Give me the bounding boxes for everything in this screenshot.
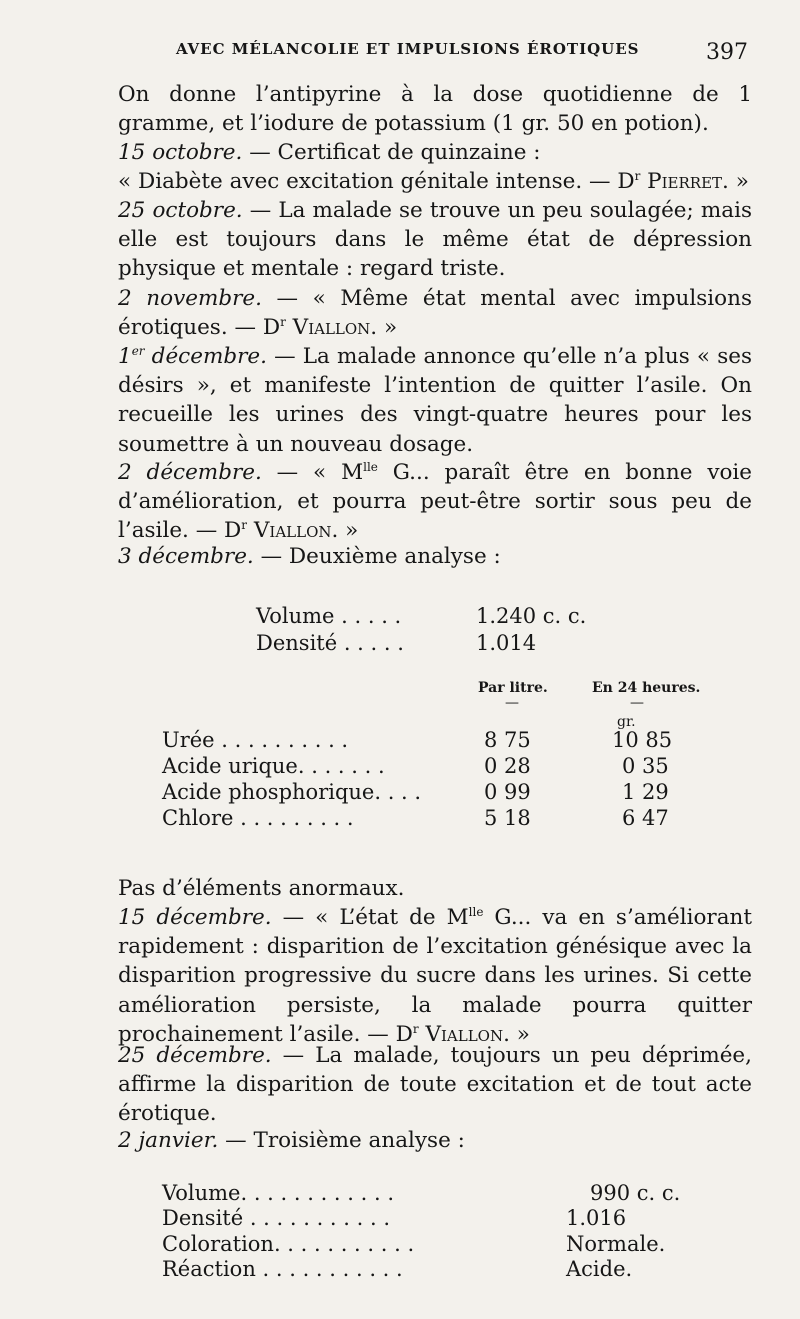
- text: G... paraît être en bonne voie d’amélioration, et pourra peut-être sortir sous peu de l’asile. — D: [118, 460, 753, 544]
- doctor-name: Viallon.: [418, 1021, 510, 1047]
- text: — La malade, toujours un peu déprimée, affirme la disparition de toute excitation et de tout acte érotique.: [118, 1043, 752, 1127]
- text: — La malade annonce qu’elle n’a plus « ses désirs », et manifeste l’intention de quitter l’asile. On recueille les urines des vingt-quatre heures pour les soumettre à un nouveau dosage.: [118, 344, 752, 457]
- date: 15 octobre.: [118, 140, 243, 165]
- unit-grams: gr.: [617, 714, 636, 730]
- superscript: r: [280, 315, 286, 330]
- row-per-litre: 0 28: [484, 754, 531, 778]
- text: »: [509, 1021, 530, 1047]
- analysis2-volume-label: Volume . . . . .: [256, 604, 402, 628]
- row-per-24h: 6 47: [622, 806, 669, 830]
- text: »: [728, 169, 749, 194]
- text: « Diabète avec excitation génitale intense. — D: [118, 169, 635, 194]
- paragraph-12: [118, 1126, 752, 1155]
- date: 3 décembre.: [118, 544, 254, 569]
- text: — Certificat de quinzaine :: [242, 140, 541, 165]
- row-label: Acide phosphorique. . . .: [162, 780, 422, 804]
- row-value: 1.016: [566, 1206, 627, 1230]
- paragraph-10: [118, 903, 752, 1049]
- superscript: r: [412, 1021, 419, 1036]
- paragraph-5: [118, 284, 752, 342]
- paragraph-4: [118, 196, 752, 284]
- date-day: 1: [118, 344, 132, 369]
- paragraph-11: [118, 1041, 752, 1129]
- running-title: AVEC MÉLANCOLIE ET IMPULSIONS ÉROTIQUES: [176, 40, 640, 58]
- row-label: Réaction . . . . . . . . . . .: [162, 1257, 403, 1281]
- date: 2 novembre.: [118, 286, 262, 311]
- date: 2 décembre.: [118, 460, 262, 485]
- text: — « M: [261, 460, 364, 485]
- paragraph-2: [118, 138, 752, 167]
- row-label: Acide urique. . . . . . .: [162, 754, 385, 778]
- row-value: 990 c. c.: [590, 1181, 681, 1205]
- column-header-24h: En 24 heures.: [592, 680, 701, 696]
- paragraph-7: [118, 458, 752, 546]
- column-header-per-litre: Par litre.: [478, 680, 548, 696]
- text: — « Même état mental avec impulsions érotiques. — D: [118, 286, 752, 341]
- analysis2-densite-value: 1.014: [476, 631, 537, 655]
- date-month: décembre.: [144, 344, 267, 369]
- analysis2-densite-label: Densité . . . . .: [256, 631, 404, 655]
- paragraph-3: [118, 167, 752, 196]
- text: — Deuxième analyse :: [253, 544, 501, 569]
- page-number: 397: [706, 40, 748, 65]
- row-label: Densité . . . . . . . . . . .: [162, 1206, 391, 1230]
- row-label: Coloration. . . . . . . . . . .: [162, 1232, 415, 1256]
- paragraph-6: [118, 342, 752, 459]
- date: 25 décembre.: [118, 1043, 272, 1068]
- superscript: lle: [468, 904, 484, 919]
- superscript: r: [241, 518, 248, 533]
- text: »: [338, 518, 359, 544]
- doctor-name: Viallon.: [285, 315, 378, 341]
- date: [118, 344, 267, 369]
- row-value: Acide.: [566, 1257, 633, 1281]
- superscript: lle: [363, 459, 378, 474]
- text: — « L’état de M: [271, 905, 469, 930]
- row-per-24h: 10 85: [612, 728, 673, 752]
- row-value: Normale.: [566, 1232, 666, 1256]
- date: 2 janvier.: [118, 1128, 219, 1153]
- date: 15 décembre.: [118, 905, 272, 930]
- paragraph-9: Pas d’éléments anormaux.: [118, 876, 405, 901]
- superscript: er: [131, 343, 145, 358]
- row-per-litre: 0 99: [484, 780, 531, 804]
- row-per-litre: 8 75: [484, 728, 531, 752]
- text: G... va en s’améliorant rapidement : disparition de l’excitation génésique avec la disparition progressive du sucre dans les urines. Si cette amélioration persiste, la malade pourra quitter prochainement l’asile. — D: [118, 905, 753, 1047]
- row-per-24h: 0 35: [622, 754, 669, 778]
- superscript: r: [634, 168, 641, 183]
- analysis2-volume-value: 1.240 c. c.: [476, 604, 587, 628]
- row-per-24h: 1 29: [622, 780, 669, 804]
- column-dash: —: [505, 695, 519, 711]
- row-per-litre: 5 18: [484, 806, 531, 830]
- row-label: Chlore . . . . . . . . .: [162, 806, 354, 830]
- row-label: Volume. . . . . . . . . . . .: [162, 1181, 394, 1205]
- column-dash: —: [630, 695, 644, 711]
- date: 25 octobre.: [118, 198, 243, 223]
- text: »: [377, 315, 398, 341]
- text: — Troisième analyse :: [218, 1128, 465, 1153]
- doctor-name: Viallon.: [247, 518, 339, 544]
- text: — La malade se trouve un peu soulagée; mais elle est toujours dans le même état de dépression physique et mentale : regard triste.: [118, 198, 752, 282]
- row-label: Urée . . . . . . . . . .: [162, 728, 349, 752]
- paragraph-1: On donne l’antipyrine à la dose quotidienne de 1 gramme, et l’iodure de potassium (1 gr. 50 en potion).: [118, 82, 752, 137]
- doctor-name: Pierret.: [640, 169, 729, 194]
- paragraph-8: [118, 542, 752, 571]
